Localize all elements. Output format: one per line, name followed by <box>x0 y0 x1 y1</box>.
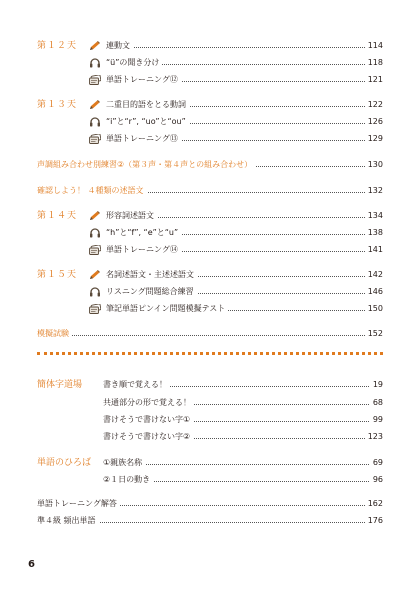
page-reference: 126 <box>365 114 383 130</box>
headphones-icon <box>89 287 101 297</box>
toc-section-title: 確認しよう！ ４種類の述語文 <box>37 183 147 199</box>
toc-entry-row <box>0 284 420 300</box>
toc-entry-row <box>0 131 420 147</box>
page-reference: 138 <box>365 225 383 241</box>
toc-entry-row <box>0 97 420 113</box>
pencil-icon <box>89 100 101 110</box>
page-reference: 19 <box>370 377 383 393</box>
toc-entry-title: ①親族名称 <box>103 455 145 471</box>
toc-entry-title: 共通部分の形で覚える！ <box>103 395 194 411</box>
toc-entry-title: ②１日の動き <box>103 472 153 488</box>
cards-icon <box>89 245 101 255</box>
toc-entry-title: “ü”の聞き分け <box>106 55 162 71</box>
page-reference: 114 <box>365 38 383 54</box>
dot-leader <box>37 335 375 336</box>
headphones-icon <box>89 58 101 68</box>
toc-section-title: 声調組み合わせ別練習②（第３声・第４声との組み合わせ） <box>37 157 255 173</box>
page-reference: 96 <box>370 472 383 488</box>
section-heading: 簡体字道場 <box>37 380 83 390</box>
toc-section-row <box>0 183 420 199</box>
toc-entry-row <box>0 267 420 283</box>
page-reference: 141 <box>365 242 383 258</box>
cards-icon <box>89 304 101 314</box>
toc-entry-title: 書けそうで書けない字② <box>103 429 193 445</box>
toc-entry-title: 二重目的語をとる動詞 <box>106 97 189 113</box>
toc-section-row <box>0 157 420 173</box>
toc-entry-title: “i”と“r”, “uo”と“ou” <box>106 114 189 130</box>
page-reference: 150 <box>365 301 383 317</box>
page-reference: 162 <box>365 496 383 512</box>
toc-entry-title: 単語トレーニング⑫ <box>106 72 181 88</box>
toc-entry-title: 筆記単語ピンイン問題模擬テスト <box>106 301 228 317</box>
toc-entry-row <box>0 301 420 317</box>
dotted-divider <box>37 352 383 355</box>
cards-icon <box>89 75 101 85</box>
page-reference: 134 <box>365 208 383 224</box>
page-reference: 176 <box>365 513 383 529</box>
section-heading: 単語のひろば <box>37 458 92 468</box>
appendix-row <box>0 455 420 471</box>
page-reference: 121 <box>365 72 383 88</box>
toc-entry-row <box>0 55 420 71</box>
page-reference: 130 <box>365 157 383 173</box>
toc-entry-title: 単語トレーニング⑬ <box>106 131 181 147</box>
footer-row <box>0 513 420 529</box>
page-reference: 122 <box>365 97 383 113</box>
toc-entry-title: 形容詞述語文 <box>106 208 157 224</box>
pencil-icon <box>89 270 101 280</box>
toc-entry-title: 名詞述語文・主述述語文 <box>106 267 197 283</box>
appendix-row <box>0 377 420 393</box>
appendix-row <box>0 412 420 428</box>
toc-entry-title: 書き順で覚える！ <box>103 377 170 393</box>
page-reference: 118 <box>365 55 383 71</box>
day-heading: 第１２天 <box>37 41 78 51</box>
cards-icon <box>89 134 101 144</box>
appendix-row <box>0 472 420 488</box>
toc-entry-row <box>0 72 420 88</box>
toc-section-title: 模擬試験 <box>37 326 72 342</box>
toc-entry-title: 単語トレーニング⑭ <box>106 242 181 258</box>
appendix-row <box>0 429 420 445</box>
toc-entry-title: 書けそうで書けない字① <box>103 412 193 428</box>
toc-entry-title: リスニング問題総合練習 <box>106 284 197 300</box>
page-reference: 132 <box>365 183 383 199</box>
headphones-icon <box>89 117 101 127</box>
toc-entry-row <box>0 225 420 241</box>
footer-row <box>0 496 420 512</box>
page-reference: 123 <box>365 429 383 445</box>
toc-entry-row <box>0 114 420 130</box>
page-reference: 99 <box>370 412 383 428</box>
day-heading: 第１４天 <box>37 211 78 221</box>
toc-entry-title: 単語トレーニング解答 <box>37 496 120 512</box>
page-reference: 142 <box>365 267 383 283</box>
dot-leader <box>106 47 375 48</box>
page-reference: 146 <box>365 284 383 300</box>
day-heading: 第１３天 <box>37 100 78 110</box>
toc-entry-title: 連動文 <box>106 38 133 54</box>
headphones-icon <box>89 228 101 238</box>
day-heading: 第１５天 <box>37 270 78 280</box>
toc-entry-row <box>0 208 420 224</box>
page-reference: 68 <box>370 395 383 411</box>
pencil-icon <box>89 211 101 221</box>
toc-entry-title: “h”と“f”, “e”と“u” <box>106 225 181 241</box>
page-reference: 69 <box>370 455 383 471</box>
appendix-row <box>0 395 420 411</box>
toc-entry-row <box>0 38 420 54</box>
page-number: 6 <box>28 559 35 570</box>
page-reference: 152 <box>365 326 383 342</box>
toc-entry-row <box>0 242 420 258</box>
toc-section-row <box>0 326 420 342</box>
page-reference: 129 <box>365 131 383 147</box>
pencil-icon <box>89 41 101 51</box>
toc-entry-title: 準４級 頻出単語 <box>37 513 99 529</box>
